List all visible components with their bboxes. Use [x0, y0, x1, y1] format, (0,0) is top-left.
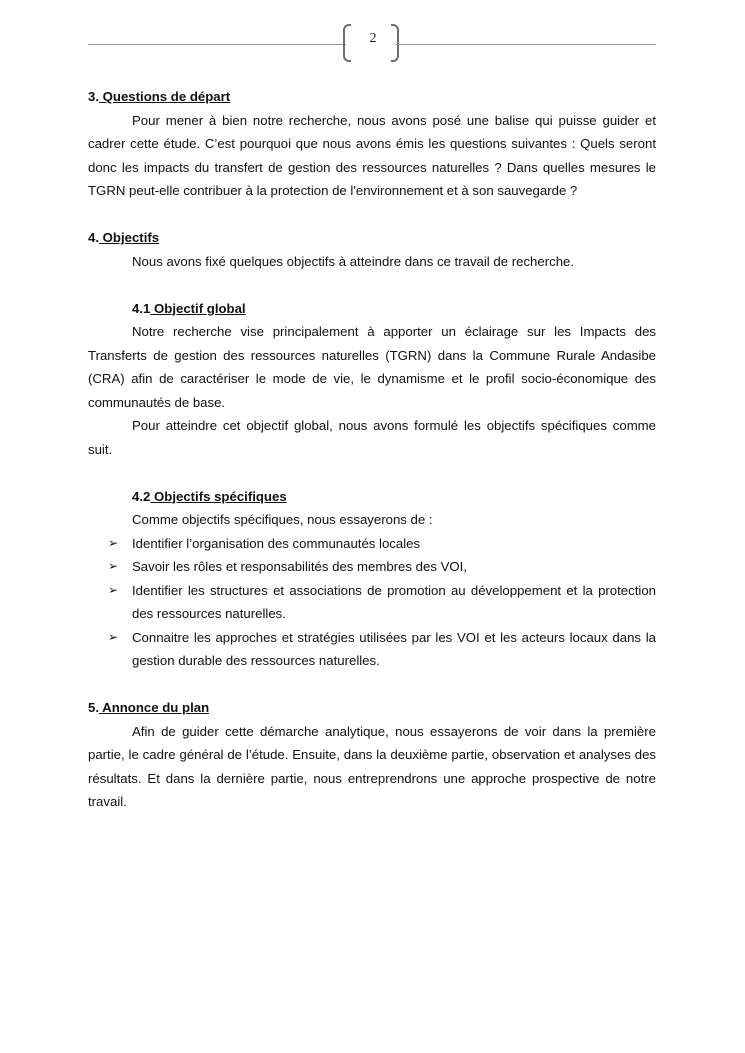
- right-brace: [391, 24, 399, 62]
- section-3-title: Questions de départ: [99, 89, 231, 104]
- list-item-text: Connaitre les approches et stratégies utilisées par les VOI et les acteurs locaux dans la gestion durable des ressources naturelles.: [132, 629, 656, 668]
- section-4-paragraph: Nous avons fixé quelques objectifs à atteindre dans ce travail de recherche.: [132, 253, 575, 269]
- section-4-1-number: 4.1: [132, 300, 151, 316]
- arrow-bullet-icon: ➢: [108, 582, 119, 597]
- section-4-1-paragraph-1: Notre recherche vise principalement à apporter un éclairage sur les Impacts des Transferts de gestion des ressources naturelles (TGRN) dans la Commune Rurale Andasibe (CRA) afin de caractériser le mode de vie, le dynamisme et le profil socio-économique des communautés de base.: [88, 324, 656, 410]
- section-4-heading: [88, 226, 656, 250]
- header-rule-right: [396, 44, 656, 45]
- arrow-bullet-icon: ➢: [108, 559, 119, 573]
- section-4-2-heading: [88, 485, 656, 509]
- page-number: 2: [369, 31, 377, 46]
- list-item: [88, 626, 656, 673]
- section-3-number: 3.: [88, 89, 99, 104]
- list-item-text: Savoir les rôles et responsabilités des membres des VOI,: [132, 559, 467, 574]
- section-4-2-title: Objectifs spécifiques: [150, 488, 287, 504]
- list-item: [88, 532, 656, 556]
- section-4-1-title: Objectif global: [150, 300, 246, 316]
- list-item: [88, 579, 656, 626]
- section-5-title: Annonce du plan: [99, 700, 210, 715]
- objectives-list: [88, 532, 656, 673]
- left-brace: [343, 24, 351, 62]
- section-4-1-heading: [88, 297, 656, 321]
- list-item: [88, 555, 656, 579]
- section-5-number: 5.: [88, 700, 99, 715]
- list-item-text: Identifier les structures et associations de promotion au développement et la protection des ressources naturelles.: [132, 582, 656, 621]
- document-body: [88, 85, 656, 814]
- section-5-paragraph: Afin de guider cette démarche analytique, nous essayerons de voir dans la première partie, le cadre général de l’étude. Ensuite, dans la deuxième partie, observation et analyses des résultats. Et dans la dernière partie, nous entreprendrons une approche prospective de notre travail.: [88, 723, 656, 809]
- section-4-title: Objectifs: [99, 230, 160, 245]
- section-5-heading: [88, 696, 656, 720]
- arrow-bullet-icon: ➢: [108, 629, 119, 644]
- section-4-1-paragraph-2: Pour atteindre cet objectif global, nous avons formulé les objectifs spécifiques comme suit.: [88, 418, 656, 457]
- section-3-paragraph: Pour mener à bien notre recherche, nous avons posé une balise qui puisse guider et cadrer cette étude. C’est pourquoi que nous avons émis les questions suivantes : Quels seront donc les impacts du transfert de gestion des ressources naturelles ? Dans quelles mesures le TGRN peut-elle contribuer à la protection de l'environnement et à son sauvegarde ?: [88, 112, 656, 198]
- section-3-heading: [88, 85, 656, 109]
- section-4-2-intro: Comme objectifs spécifiques, nous essayerons de :: [132, 512, 433, 527]
- arrow-bullet-icon: ➢: [108, 535, 119, 550]
- section-4-number: 4.: [88, 230, 99, 245]
- section-4-2-number: 4.2: [132, 488, 151, 504]
- list-item-text: Identifier l’organisation des communautés locales: [132, 535, 421, 551]
- header-rule-left: [88, 44, 346, 45]
- page-header: [88, 20, 656, 70]
